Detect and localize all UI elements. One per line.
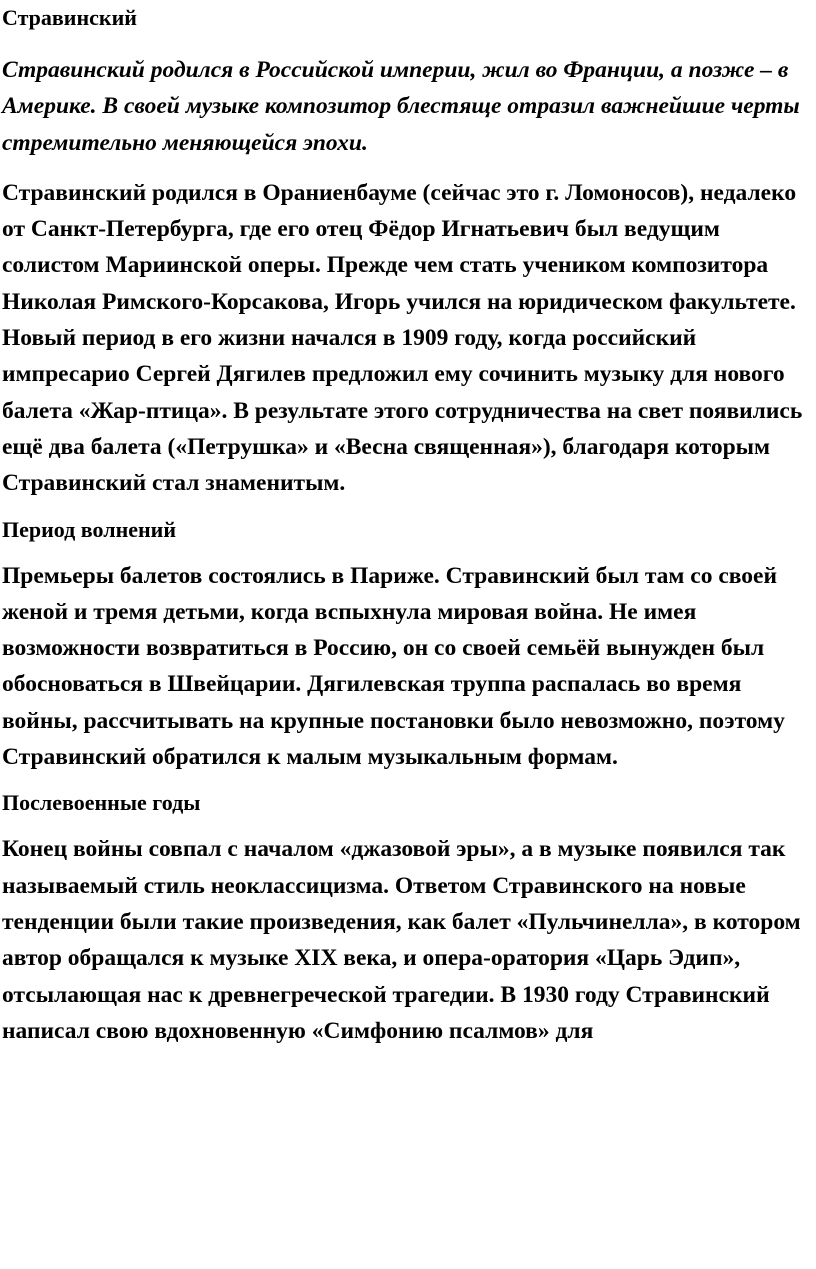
section-text-period-of-unrest: Премьеры балетов состоялись в Париже. Стравинский был там со своей женой и тремя детьми, когда вспыхнула мировая война. Не имея возможности возвратиться в Россию, он со своей семьёй вынужден был обосноваться в Швейцарии. Дягилевская труппа распалась во время войны, рассчитывать на крупные постановки было невозможно, поэтому Стравинский обратился к малым музыкальным формам. (2, 562, 785, 771)
section-heading-period-of-unrest: Период волнений (2, 516, 177, 542)
document-title: Стравинский (2, 5, 137, 30)
section-heading-postwar-years: Послевоенные годы (2, 790, 201, 816)
document-page (2, 4, 814, 1049)
lead-paragraph: Стравинский родился в Российской империи, жил во Франции, а позже – в Америке. В своей музыке композитор блестяще отразил важнейшие черты стремительно меняющейся эпохи. (2, 57, 800, 156)
biography-paragraph: Стравинский родился в Ораниенбауме (сейчас это г. Ломоносов), недалеко от Санкт-Петербурга, где его отец Фёдор Игнатьевич был ведущим солистом Мариинской оперы. Прежде чем стать учеником композитора Николая Римского-Корсакова, Игорь учился на юридическом факультете. Новый период в его жизни начался в 1909 году, когда российский импресарио Сергей Дягилев предложил ему сочинить музыку для нового балета «Жар-птица». В результате этого сотрудничества на свет появились ещё два балета («Петрушка» и «Весна священная»), благодаря которым Стравинский стал знаменитым. (2, 179, 803, 497)
section-text-postwar-years: Конец войны совпал с началом «джазовой эры», а в музыке появился так называемый стиль неоклассицизма. Ответом Стравинского на новые тенденции были такие произведения, как балет «Пульчинелла», в котором автор обращался к музыке XIX века, и опера-оратория «Царь Эдип», отсылающая нас к древнегреческой трагедии. В 1930 году Стравинский написал свою вдохновенную «Симфонию псалмов» для (2, 836, 801, 1044)
